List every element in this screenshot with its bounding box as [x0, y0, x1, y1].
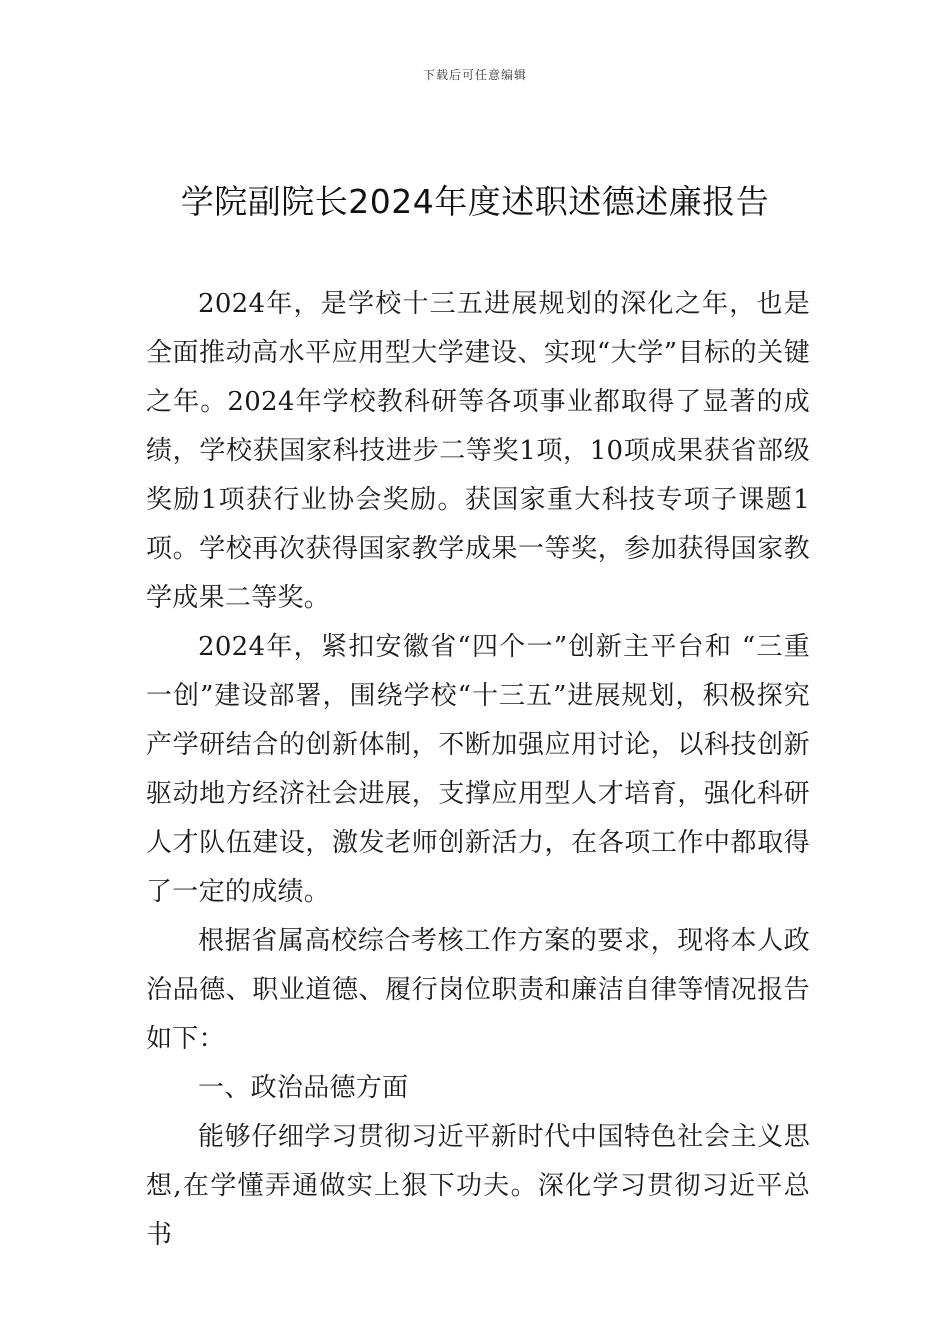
header-note: 下载后可任意编辑 — [422, 68, 527, 82]
document-title: 学院副院长2024年度述职述德述廉报告 — [180, 182, 770, 221]
document-body — [146, 280, 810, 1260]
paragraph-intro: 2024年，是学校十三五进展规划的深化之年，也是全面推动高水平应用型大学建设、实现“大学”目标的关键之年。2024年学校教科研等各项事业都取得了显著的成绩，学校获国家科技进步二等奖1项，10项成果获省部级奖励1项获行业协会奖励。获国家重大科技专项子课题1项。学校再次获得国家教学成果一等奖，参加获得国家教学成果二等奖。 — [146, 289, 810, 613]
paragraph-political-study: 能够仔细学习贯彻习近平新时代中国特色社会主义思想,在学懂弄通做实上狠下功夫。深化学习贯彻习近平总书 — [146, 1122, 810, 1250]
paragraph-work-summary: 2024年，紧扣安徽省“四个一”创新主平台和 “三重一创”建设部署，围绕学校“十三五”进展规划，积极探究产学研结合的创新体制，不断加强应用讨论，以科技创新驱动地方经济社会进展，支撑应用型人才培育，强化科研人才队伍建设，激发老师创新活力，在各项工作中都取得了一定的成绩。 — [146, 632, 810, 907]
section-heading-political: 一、政治品德方面 — [198, 1073, 409, 1103]
paragraph-report-intro: 根据省属高校综合考核工作方案的要求，现将本人政治品德、职业道德、履行岗位职责和廉洁自律等情况报告如下： — [146, 926, 810, 1054]
